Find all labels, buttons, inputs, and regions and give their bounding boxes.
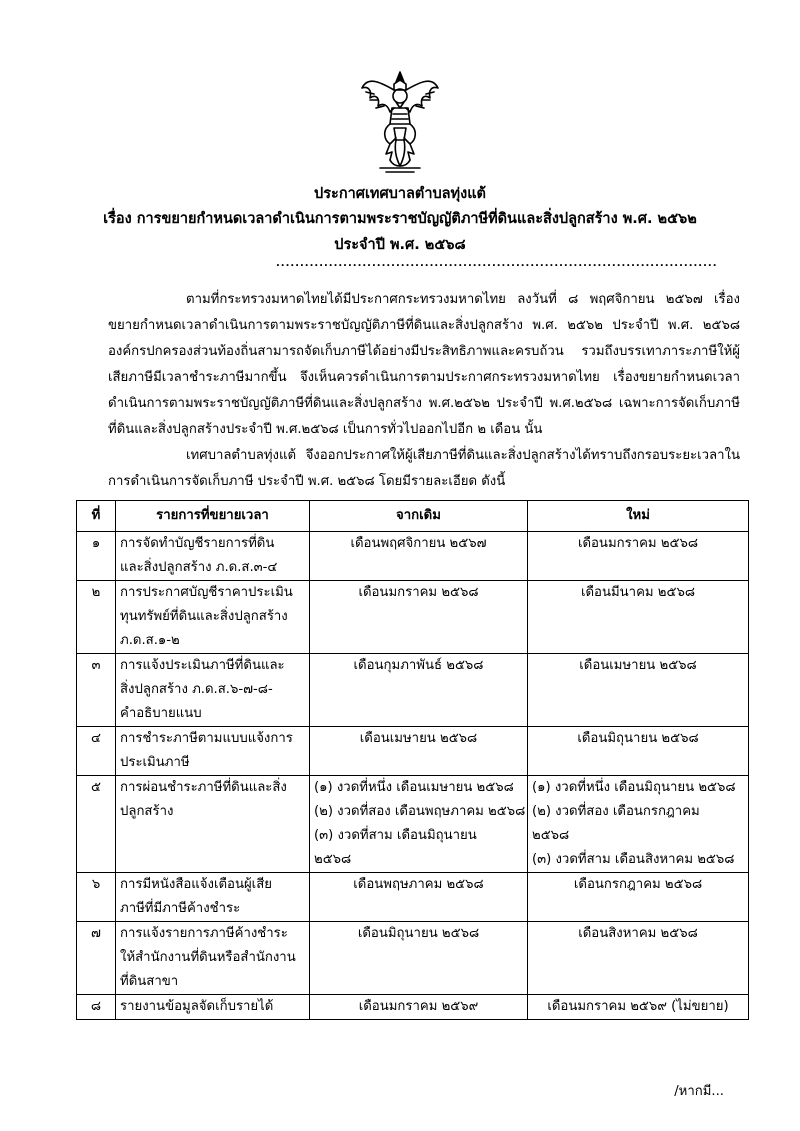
row-item [116,581,310,654]
announcement-title: ประกาศเทศบาลตำบลทุ่งแต้ [314,186,486,202]
row-item-line: ทุนทรัพย์ที่ดินและสิ่งปลูกสร้าง [120,609,288,624]
row-item-line: ให้สำนักงานที่ดินหรือสำนักงาน [120,950,296,965]
row-new-date [528,776,749,873]
row-old-date [310,776,528,873]
row-old-date [310,532,528,581]
row-old-date [310,995,528,1020]
row-item-line: การผ่อนชำระภาษีที่ดินและสิ่ง [120,780,287,795]
row-new-date-line: (๓) งวดที่สาม เดือนสิงหาคม ๒๕๖๘ [532,852,735,867]
row-old-date [310,581,528,654]
row-item-line: การจัดทำบัญชีรายการที่ดิน [120,536,275,551]
table-row [77,581,749,654]
row-new-date [528,922,749,995]
row-old-date-line: เดือนมิถุนายน ๒๕๖๘ [357,926,480,941]
row-item-line: ประเมินภาษี [120,755,190,770]
row-old-date-line: (๑) งวดที่หนึ่ง เดือนเมษายน ๒๕๖๘ [314,780,514,795]
row-new-date-line: เดือนมกราคม ๒๕๖๙ (ไม่ขยาย) [547,999,729,1014]
dotted-separator: ............................................................................................ [276,258,718,269]
notice-paragraph: เทศบาลตำบลทุ่งแต้ จึงออกประกาศให้ผู้เสียภาษีที่ดินและสิ่งปลูกสร้างได้ทราบถึงกรอบระยะเวลาในการดำเนินการจัดเก็บภาษี ประจำปี พ.ศ. ๒๕๖๘ โดยมีรายละเอียด ดังนี้ [108,448,740,489]
row-item-line: การชำระภาษีตามแบบแจ้งการ [120,731,293,746]
table-row [77,532,749,581]
row-number: ๒ [77,581,116,654]
row-old-date-line: เดือนมกราคม ๒๕๖๘ [358,585,479,600]
row-item [116,654,310,727]
row-new-date [528,581,749,654]
row-number: ๔ [77,727,116,776]
row-old-date-line: (๓) งวดที่สาม เดือนมิถุนายน [314,828,477,843]
announcement-year: ประจำปี พ.ศ. ๒๕๖๘ [334,237,466,253]
row-old-date [310,654,528,727]
row-item-line: และสิ่งปลูกสร้าง ภ.ด.ส.๓-๔ [120,560,278,575]
table-row [77,995,749,1020]
row-number: ๗ [77,922,116,995]
row-new-date [528,995,749,1020]
row-item-line: ภาษีที่มีภาษีค้างชำระ [120,901,241,916]
row-new-date-line: เดือนกรกฎาคม ๒๕๖๘ [573,877,703,892]
row-item-line: การมีหนังสือแจ้งเตือนผู้เสีย [120,877,272,892]
row-item-line: สิ่งปลูกสร้าง ภ.ด.ส.๖-๗-๘- [120,682,273,697]
announcement-subject: เรื่อง การขยายกำหนดเวลาดำเนินการตามพระราชบัญญัติภาษีที่ดินและสิ่งปลูกสร้าง พ.ศ. ๒๕๖๒ [103,211,697,227]
row-item-line: ปลูกสร้าง [120,804,174,819]
table-row [77,922,749,995]
row-item [116,532,310,581]
row-new-date-line: ๒๕๖๘ [532,828,570,843]
row-new-date-line: (๑) งวดที่หนึ่ง เดือนมิถุนายน ๒๕๖๘ [532,780,736,795]
row-item [116,995,310,1020]
row-new-date [528,532,749,581]
row-old-date-line: เดือนกุมภาพันธ์ ๒๕๖๘ [353,658,484,673]
row-old-date-line: ๒๕๖๘ [314,852,352,867]
row-item-line: การแจ้งประเมินภาษีที่ดินและ [120,658,285,673]
table-row [77,776,749,873]
header-new-date: ใหม่ [528,501,749,532]
row-item [116,922,310,995]
row-old-date [310,873,528,922]
schedule-table-body [77,532,749,1020]
continuation-note: /หากมี... [674,1084,724,1099]
row-item-line: คำอธิบายแนบ [120,706,202,721]
row-item-line: ที่ดินสาขา [120,974,179,989]
header-no: ที่ [77,501,116,532]
row-number: ๕ [77,776,116,873]
table-row [77,873,749,922]
row-new-date-line: เดือนมิถุนายน ๒๕๖๘ [577,731,699,746]
row-old-date-line: เดือนพฤษภาคม ๒๕๖๘ [353,877,484,892]
row-old-date-line: (๒) งวดที่สอง เดือนพฤษภาคม ๒๕๖๘ [314,804,526,819]
row-number: ๓ [77,654,116,727]
row-new-date-line: เดือนมกราคม ๒๕๖๘ [577,536,699,551]
row-new-date [528,654,749,727]
row-old-date-line: เดือนพฤศจิกายน ๒๕๖๗ [350,536,487,551]
row-item-line: ภ.ด.ส.๑-๒ [120,633,180,648]
row-new-date [528,873,749,922]
row-old-date [310,727,528,776]
row-item-line: การประกาศบัญชีราคาประเมิน [120,585,293,600]
table-row [77,654,749,727]
row-number: ๑ [77,532,116,581]
row-number: ๘ [77,995,116,1020]
row-new-date-line: เดือนสิงหาคม ๒๕๖๘ [578,926,698,941]
row-number: ๖ [77,873,116,922]
row-old-date [310,922,528,995]
table-header-row [77,501,749,532]
schedule-table [76,500,749,1020]
row-item [116,873,310,922]
row-item [116,776,310,873]
row-new-date-line: (๒) งวดที่สอง เดือนกรกฎาคม [532,804,700,819]
header-old-date: จากเดิม [310,501,528,532]
table-row [77,727,749,776]
garuda-emblem-icon [360,68,440,178]
intro-paragraph: ตามที่กระทรวงมหาดไทยได้มีประกาศกระทรวงมหาดไทย ลงวันที่ ๘ พฤศจิกายน ๒๕๖๗ เรื่อง ขยายกำหนดเวลาดำเนินการตามพระราชบัญญัติภาษีที่ดินและสิ่งปลูกสร้าง พ.ศ. ๒๕๖๒ ประจำปี พ.ศ. ๒๕๖๘ องค์กรปกครองส่วนท้องถิ่นสามารถจัดเก็บภาษีได้อย่างมีประสิทธิภาพและครบถ้วน รวมถึงบรรเทาภาระภาษีให้ผู้เสียภาษีมีเวลาชำระภาษีมากขึ้น จึงเห็นควรดำเนินการตามประกาศกระทรวงมหาดไทย เรื่องขยายกำหนดเวลาดำเนินการตามพระราชบัญญัติภาษีที่ดินและสิ่งปลูกสร้าง พ.ศ.๒๕๖๒ ประจำปี พ.ศ.๒๕๖๘ เฉพาะการจัดเก็บภาษีที่ดินและสิ่งปลูกสร้างประจำปี พ.ศ.๒๕๖๘ เป็นการทั่วไปออกไปอีก ๒ เดือน นั้น [108,292,740,437]
row-item-line: รายงานข้อมูลจัดเก็บรายได้ [120,999,274,1014]
row-item [116,727,310,776]
row-new-date [528,727,749,776]
row-item-line: การแจ้งรายการภาษีค้างชำระ [120,926,288,941]
row-new-date-line: เดือนเมษายน ๒๕๖๘ [579,658,697,673]
row-old-date-line: เดือนเมษายน ๒๕๖๘ [359,731,478,746]
row-new-date-line: เดือนมีนาคม ๒๕๖๘ [580,585,696,600]
row-old-date-line: เดือนมกราคม ๒๕๖๙ [358,999,479,1014]
header-item: รายการที่ขยายเวลา [116,501,310,532]
